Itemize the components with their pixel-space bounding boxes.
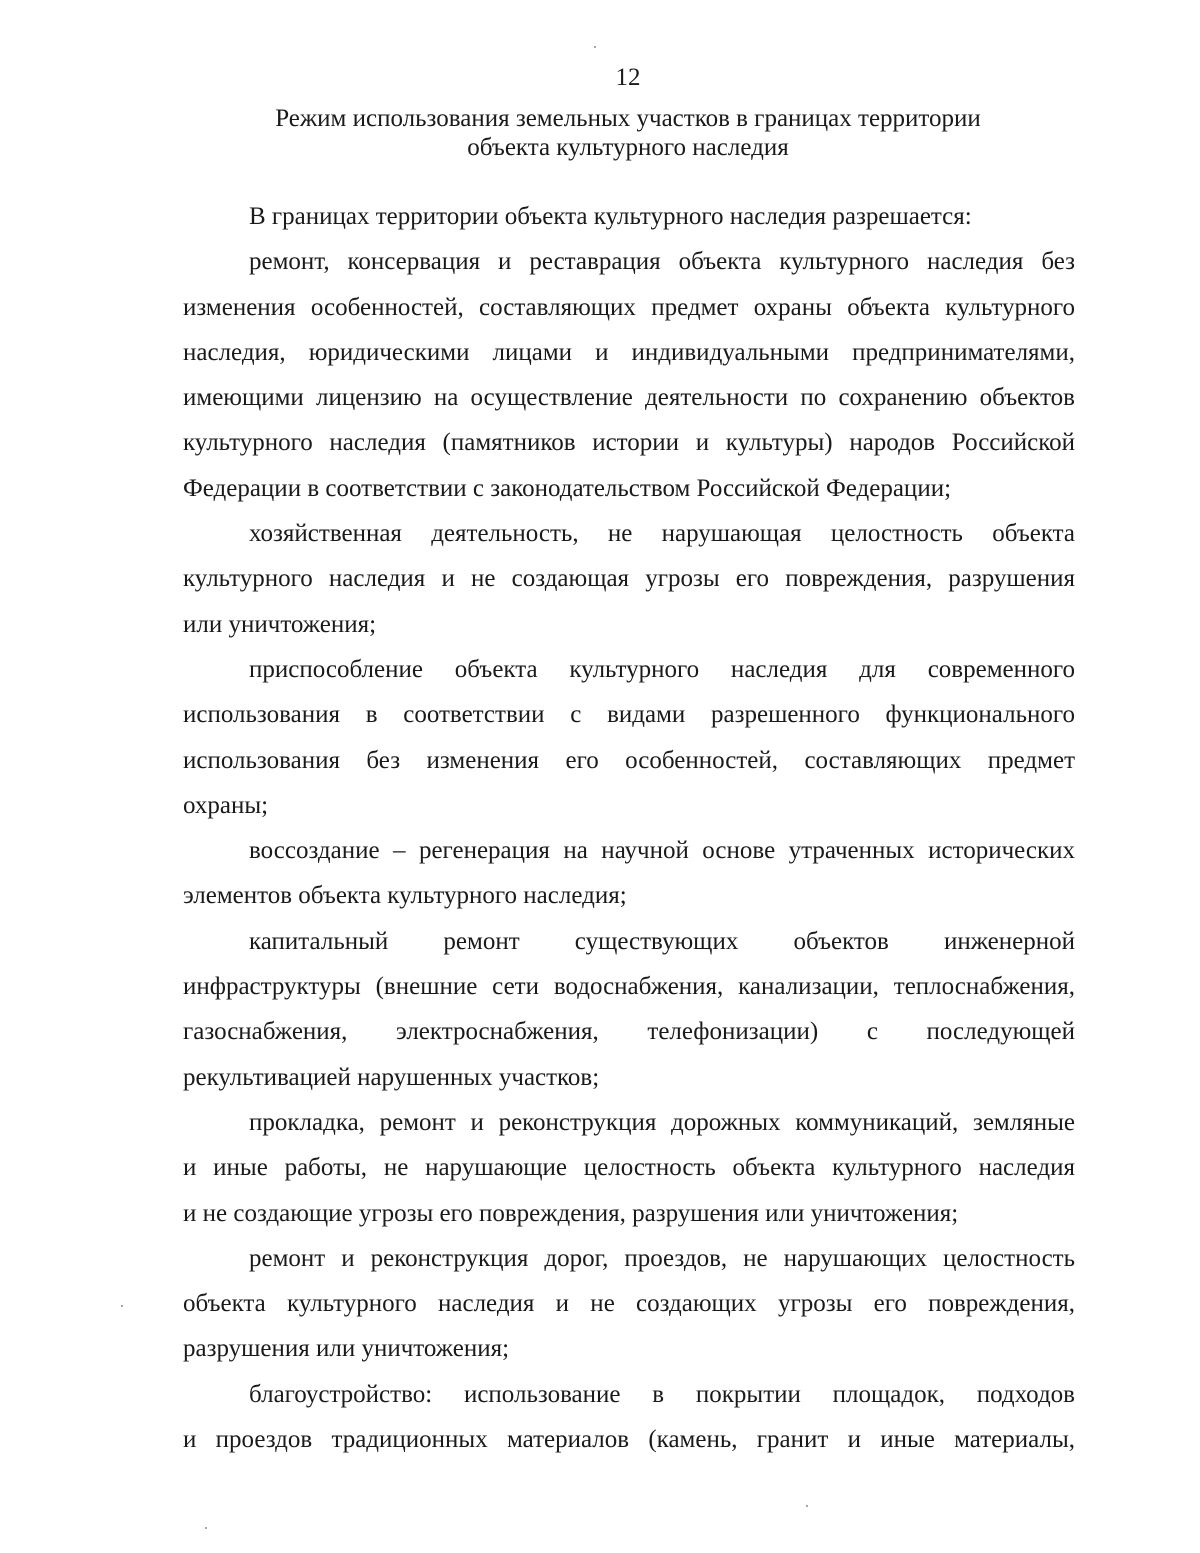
paragraph-line: хозяйственная деятельность, не нарушающая целостность объекта: [249, 520, 1075, 548]
section-title-line-1: Режим использования земельных участков в границах территории: [275, 105, 981, 132]
paragraph-line: ремонт и реконструкция дорог, проездов, не нарушающих целостность: [249, 1244, 1075, 1272]
document-body: [183, 194, 1075, 1462]
paragraph: [183, 239, 1075, 511]
paragraph-line: использования в соответствии с видами разрешенного функционального: [183, 701, 1075, 729]
section-title-line-2: объекта культурного наследия: [467, 134, 789, 161]
scan-speck: [121, 1305, 123, 1307]
paragraph-line: и не создающие угрозы его повреждения, разрушения или уничтожения;: [183, 1199, 959, 1227]
scan-speck: [806, 1505, 808, 1507]
paragraph-line: культурного наследия (памятников истории и культуры) народов Российской: [183, 429, 1075, 457]
paragraph-line: использования без изменения его особенностей, составляющих предмет: [183, 746, 1075, 774]
paragraph-line: разрушения или уничтожения;: [183, 1335, 510, 1363]
paragraph-line: изменения особенностей, составляющих предмет охраны объекта культурного: [183, 293, 1075, 321]
page-number: 12: [615, 64, 641, 91]
paragraph-line: и проездов традиционных материалов (камень, гранит и иные материалы,: [183, 1426, 1075, 1454]
paragraph-line: приспособление объекта культурного наследия для современного: [249, 655, 1075, 683]
paragraph: [183, 828, 1075, 919]
paragraph: [183, 919, 1075, 1100]
paragraph: [183, 1236, 1075, 1372]
paragraph-line: и иные работы, не нарушающие целостность объекта культурного наследия: [183, 1154, 1075, 1182]
paragraph-line: охраны;: [183, 791, 269, 819]
paragraph-line: наследия, юридическими лицами и индивидуальными предпринимателями,: [183, 338, 1075, 366]
paragraph: [183, 647, 1075, 828]
paragraph-line: рекультивацией нарушенных участков;: [183, 1063, 600, 1091]
paragraph-line: или уничтожения;: [183, 610, 377, 638]
paragraph-line: воссоздание – регенерация на научной основе утраченных исторических: [249, 837, 1075, 865]
paragraph-line: объекта культурного наследия и не создающих угрозы его повреждения,: [183, 1290, 1075, 1318]
scan-speck: [594, 46, 596, 48]
paragraph-line: имеющими лицензию на осуществление деятельности по сохранению объектов: [183, 384, 1075, 412]
scan-speck: [205, 1527, 207, 1529]
paragraph-line: капитальный ремонт существующих объектов инженерной: [249, 927, 1075, 955]
paragraph-line: ремонт, консервация и реставрация объекта культурного наследия без: [249, 248, 1075, 276]
paragraph-line: элементов объекта культурного наследия;: [183, 882, 627, 910]
paragraph-line: газоснабжения, электроснабжения, телефонизации) с последующей: [183, 1018, 1075, 1046]
paragraph-line: прокладка, ремонт и реконструкция дорожных коммуникаций, земляные: [249, 1108, 1075, 1136]
paragraph-line: инфраструктуры (внешние сети водоснабжения, канализации, теплоснабжения,: [183, 973, 1075, 1001]
intro-line: В границах территории объекта культурного наследия разрешается:: [249, 203, 972, 230]
paragraph: [183, 1372, 1075, 1463]
paragraph-line: культурного наследия и не создающая угрозы его повреждения, разрушения: [183, 565, 1075, 593]
paragraph-list: [183, 239, 1075, 1462]
paragraph-line: Федерации в соответствии с законодательством Российской Федерации;: [183, 474, 952, 502]
paragraph: [183, 511, 1075, 647]
paragraph-line: благоустройство: использование в покрытии площадок, подходов: [249, 1380, 1075, 1408]
paragraph: [183, 1100, 1075, 1236]
section-title: [0, 104, 1200, 162]
